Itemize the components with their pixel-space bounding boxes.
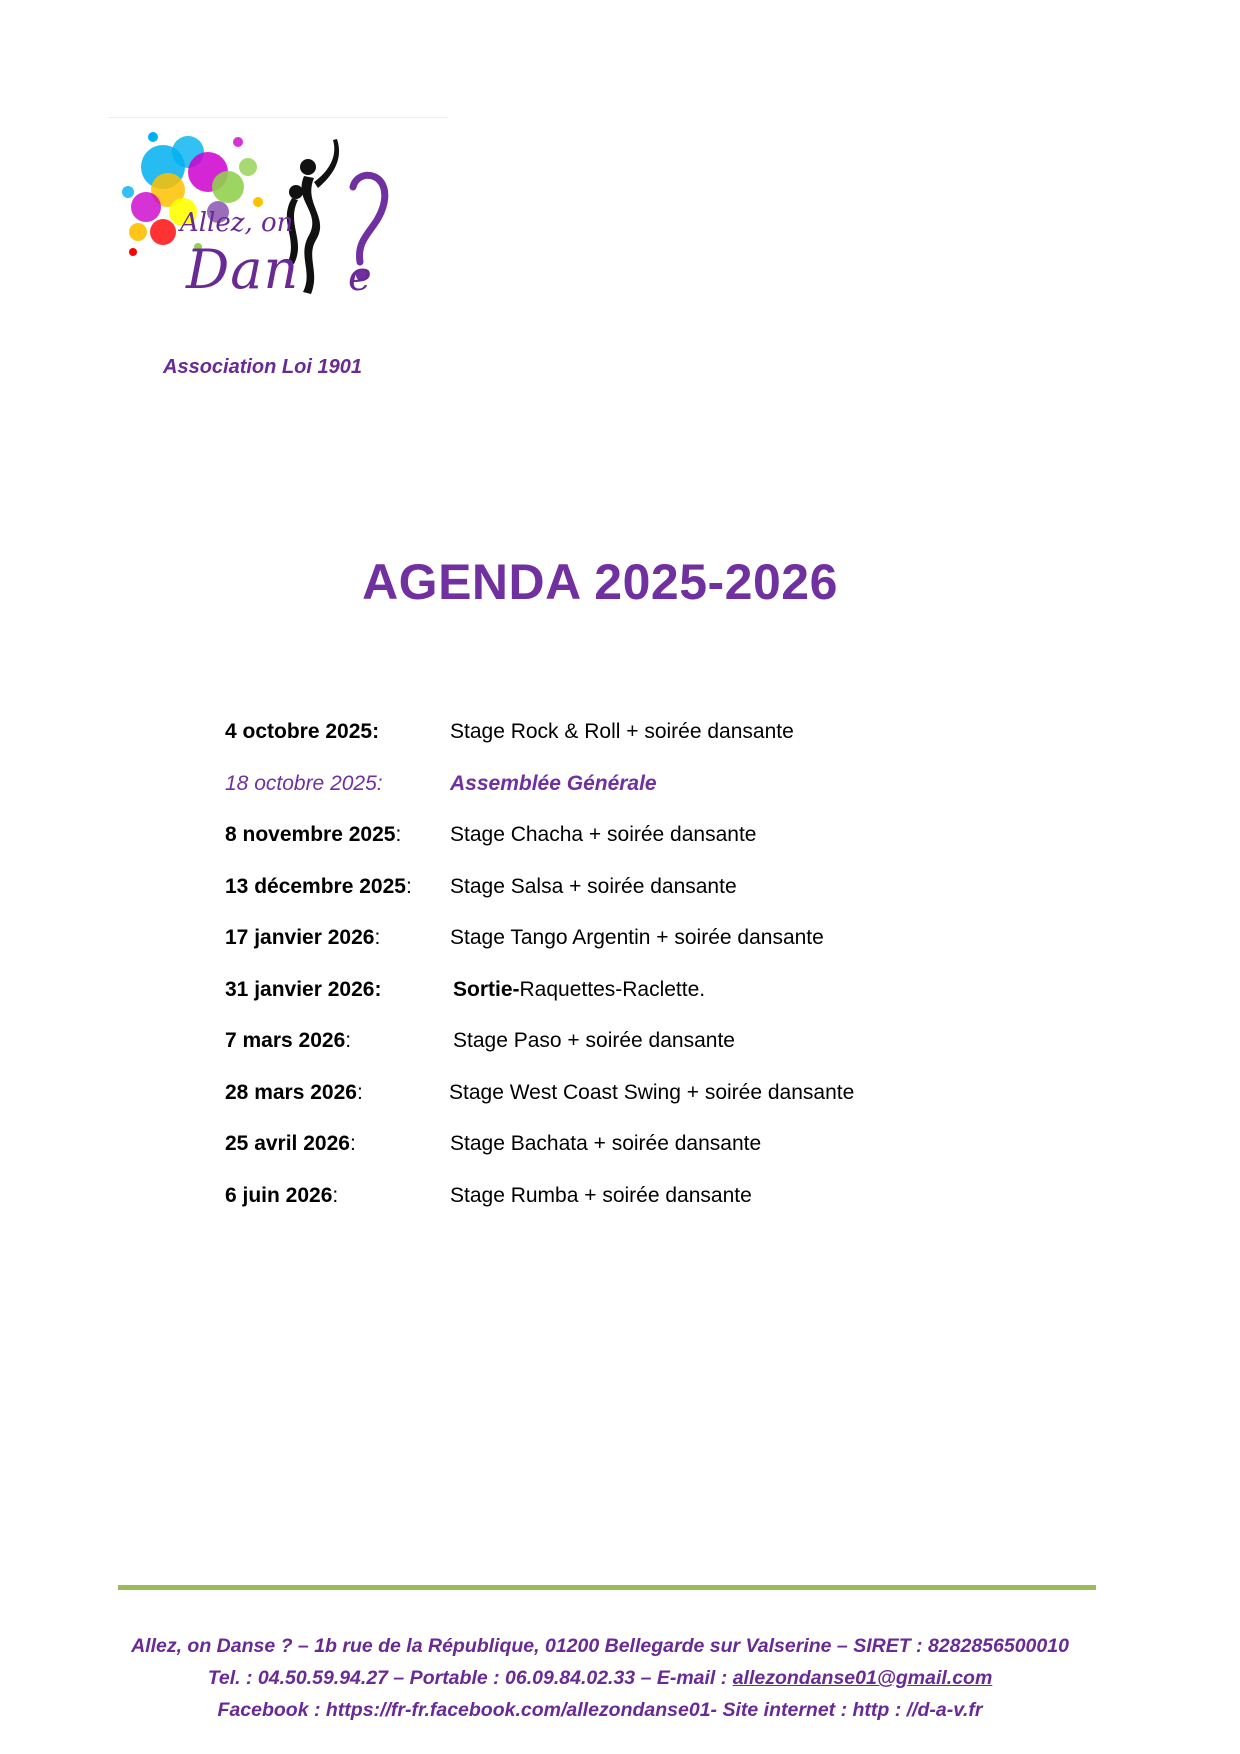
agenda-event-text: Raquettes-Raclette. xyxy=(519,977,706,1001)
association-label: Association Loi 1901 xyxy=(163,356,362,378)
footer xyxy=(0,1630,1200,1726)
agenda-row xyxy=(225,1029,1025,1081)
page-title: AGENDA 2025-2026 xyxy=(362,554,838,610)
agenda-date-rest: : xyxy=(374,926,381,949)
agenda-event-text: Stage Rock & Roll + soirée dansante xyxy=(450,720,794,743)
agenda-event xyxy=(450,1132,761,1156)
footer-email-link[interactable]: allezondanse01@gmail.com xyxy=(732,1667,993,1689)
agenda-date-rest: : xyxy=(395,823,402,846)
logo-text-e: e xyxy=(348,254,372,300)
agenda-row xyxy=(225,1184,1025,1236)
agenda-date-bold: 8 novembre 2025 xyxy=(225,823,396,846)
association-logo xyxy=(108,112,448,322)
footer-divider xyxy=(118,1585,1096,1590)
agenda-date-rest: : xyxy=(345,1029,352,1052)
agenda-event xyxy=(450,1184,752,1208)
agenda-date xyxy=(225,875,412,899)
agenda-row xyxy=(225,1081,1025,1133)
agenda-event xyxy=(450,772,657,796)
agenda-event xyxy=(450,926,824,950)
agenda-date-bold: 31 janvier 2026: xyxy=(225,977,382,1001)
agenda-date-bold: 28 mars 2026 xyxy=(225,1080,357,1104)
agenda-date-rest: : xyxy=(356,1080,363,1104)
footer-contact xyxy=(0,1662,1200,1694)
logo-text-allez: Allez, on xyxy=(180,208,294,238)
logo-text-dan: Dan xyxy=(186,238,300,301)
agenda-date-rest: : xyxy=(332,1183,339,1207)
agenda-event xyxy=(450,875,737,899)
agenda-list xyxy=(225,720,1025,1235)
agenda-row xyxy=(225,1132,1025,1184)
agenda-event-text: Stage Rumba + soirée dansante xyxy=(450,1183,752,1207)
footer-phone: Tel. : 04.50.59.94.27 – Portable : 06.09.84.02.33 – E-mail : xyxy=(207,1667,733,1689)
agenda-event-text: Stage West Coast Swing + soirée dansante xyxy=(449,1080,855,1104)
agenda-date-bold: 4 octobre 2025: xyxy=(225,720,380,743)
agenda-date-bold: 25 avril 2026 xyxy=(225,1132,350,1155)
agenda-event-text: Stage Salsa + soirée dansante xyxy=(450,874,737,898)
agenda-date xyxy=(225,1132,356,1156)
agenda-date-rest: : xyxy=(349,1132,356,1155)
agenda-event-text: Stage Chacha + soirée dansante xyxy=(450,823,757,846)
agenda-event-text: Stage Tango Argentin + soirée dansante xyxy=(450,926,824,949)
agenda-event-bold: Sortie- xyxy=(453,977,520,1001)
agenda-date-bold: 7 mars 2026 xyxy=(225,1029,346,1052)
agenda-event xyxy=(453,978,705,1002)
agenda-date-bold: 6 juin 2026 xyxy=(225,1183,333,1207)
agenda-row xyxy=(225,875,1025,927)
agenda-date xyxy=(225,823,401,847)
agenda-date xyxy=(225,978,381,1002)
agenda-row xyxy=(225,772,1025,824)
agenda-date xyxy=(225,1029,351,1053)
agenda-event-bold: Assemblée Générale xyxy=(450,771,657,795)
agenda-date xyxy=(225,1081,363,1105)
agenda-date-bold: 13 décembre 2025 xyxy=(225,874,406,898)
agenda-date xyxy=(225,1184,338,1208)
agenda-row xyxy=(225,926,1025,978)
footer-web: Facebook : https://fr-fr.facebook.com/allezondanse01- Site internet : http : //d-a-v.fr xyxy=(217,1699,983,1721)
agenda-event-text: Stage Paso + soirée dansante xyxy=(453,1029,735,1052)
agenda-event xyxy=(449,1081,854,1105)
agenda-event xyxy=(453,1029,735,1053)
agenda-date-bold: 17 janvier 2026 xyxy=(225,926,375,949)
agenda-date xyxy=(225,772,383,796)
agenda-date-rest: : xyxy=(405,874,412,898)
agenda-event xyxy=(450,720,794,744)
agenda-event xyxy=(450,823,756,847)
agenda-date xyxy=(225,720,379,744)
agenda-row xyxy=(225,720,1025,772)
agenda-date-rest: 18 octobre 2025: xyxy=(225,771,383,795)
agenda-row xyxy=(225,823,1025,875)
agenda-date xyxy=(225,926,380,950)
agenda-row xyxy=(225,978,1025,1030)
footer-address: Allez, on Danse ? – 1b rue de la République, 01200 Bellegarde sur Valserine – SIRET : 8282856500010 xyxy=(131,1635,1069,1657)
agenda-event-text: Stage Bachata + soirée dansante xyxy=(450,1132,762,1155)
